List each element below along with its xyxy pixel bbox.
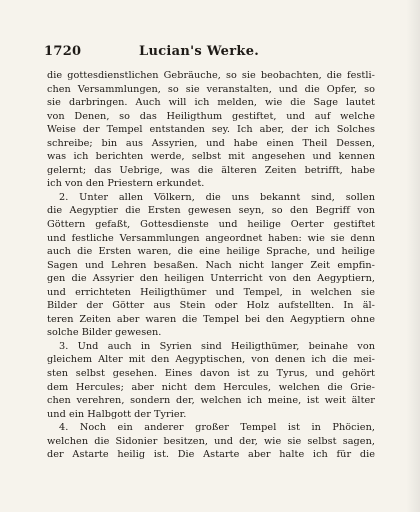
text-line: Göttern gefaßt, Gottesdienste und heilige Oerter gestiftet — [47, 219, 375, 231]
text-line: sie darbringen. Auch will ich melden, wie die Sage lautet — [47, 97, 375, 109]
text-line: auch die Ersten waren, die eine heilige Sprache, und heilige — [47, 246, 375, 258]
text-line: gen die Assyrier den heiligen Unterricht von den Aegyptiern, — [47, 273, 375, 285]
text-line: solche Bilder gewesen. — [47, 327, 162, 339]
page-number: 1720 — [44, 44, 82, 59]
text-line: Sagen und Lehren besaßen. Nach nicht langer Zeit empfin- — [47, 259, 375, 271]
text-line: teren Zeiten aber waren die Tempel bei den Aegyptiern ohne — [47, 313, 375, 325]
text-line: was ich berichten werde, selbst mit angesehen und kennen — [47, 151, 375, 163]
text-line: gleichem Alter mit den Aegyptischen, von denen ich die mei- — [47, 354, 375, 366]
text-line: chen Versammlungen, so sie veranstalten, und die Opfer, so — [47, 83, 375, 95]
text-line: welchen die Sidonier besitzen, und der, wie sie selbst sagen, — [47, 435, 375, 447]
paragraph-4-start: 4. Noch ein anderer großer Tempel ist in Phöcien, — [59, 422, 375, 434]
text-line: Weise der Tempel entstanden sey. Ich aber, der ich Solches — [47, 124, 375, 136]
text-line: der Astarte heilig ist. Die Astarte aber halte ich für die — [47, 449, 375, 461]
text-line: die gottesdienstlichen Gebräuche, so sie beobachten, die festli- — [47, 70, 375, 81]
paragraph-3-start: 3. Und auch in Syrien sind Heiligthümer, beinahe von — [59, 340, 375, 352]
text-line: und errichteten Heiligthümer und Tempel, in welchen sie — [47, 286, 375, 298]
text-line: und festliche Versammlungen angeordnet haben: wie sie denn — [47, 232, 375, 244]
text-line: ich von den Priestern erkundet. — [47, 178, 205, 190]
text-line: sten selbst gesehen. Eines davon ist zu Tyrus, und gehört — [47, 368, 375, 380]
running-title: Lucian's Werke. — [139, 44, 260, 59]
page-edge-shadow — [406, 0, 420, 512]
paragraph-2-start: 2. Unter allen Völkern, die uns bekannt sind, sollen — [59, 191, 375, 203]
text-line: Bilder der Götter aus Stein oder Holz aufstellten. In äl- — [47, 300, 375, 312]
body-text — [47, 69, 375, 462]
text-line: von Denen, so das Heiligthum gestiftet, und auf welche — [47, 110, 375, 122]
text-line: schreibe; bin aus Assyrien, und habe einen Theil Dessen, — [47, 137, 375, 149]
page-header — [44, 44, 374, 60]
text-line: die Aegyptier die Ersten gewesen seyn, so den Begriff von — [47, 205, 375, 217]
text-line: dem Hercules; aber nicht dem Hercules, welchen die Grie- — [47, 381, 375, 393]
text-line: gelernt; das Uebrige, was die älteren Zeiten betrifft, habe — [47, 164, 375, 176]
text-line: chen verehren, sondern der, welchen ich meine, ist weit älter — [47, 395, 375, 407]
text-line: und ein Halbgott der Tyrier. — [47, 408, 187, 420]
